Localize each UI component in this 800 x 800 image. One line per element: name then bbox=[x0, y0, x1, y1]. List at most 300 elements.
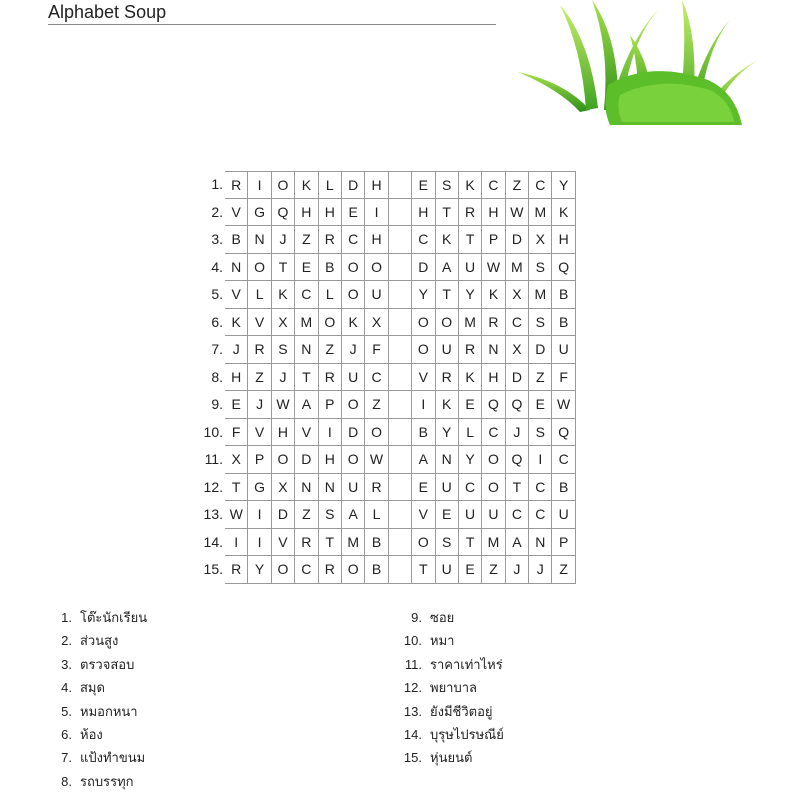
clue-item bbox=[398, 676, 504, 699]
grid-row bbox=[192, 254, 576, 282]
letter-cell[interactable]: K bbox=[295, 171, 318, 199]
clue-number: 9. bbox=[411, 610, 422, 625]
letter-cell[interactable]: T bbox=[436, 281, 459, 309]
letter-cell[interactable]: L bbox=[319, 171, 342, 199]
grid-row bbox=[192, 336, 576, 364]
letter-cell[interactable]: T bbox=[506, 474, 529, 502]
letter-cell[interactable] bbox=[389, 446, 412, 474]
letter-cell[interactable]: J bbox=[272, 226, 295, 254]
letter-cell[interactable]: H bbox=[319, 199, 342, 227]
clue-item bbox=[398, 606, 504, 629]
grid-row bbox=[192, 171, 576, 199]
letter-cell[interactable]: H bbox=[365, 226, 388, 254]
letter-cell[interactable]: W bbox=[506, 199, 529, 227]
letter-cell[interactable]: M bbox=[295, 309, 318, 337]
letter-cell[interactable]: S bbox=[529, 309, 552, 337]
letter-cell[interactable]: E bbox=[459, 391, 482, 419]
clue-number: 5. bbox=[61, 703, 72, 719]
letter-cell[interactable]: N bbox=[482, 336, 505, 364]
letter-cell[interactable]: A bbox=[412, 446, 435, 474]
letter-cell[interactable]: V bbox=[412, 501, 435, 529]
letter-cell[interactable]: C bbox=[552, 446, 575, 474]
letter-cell[interactable]: R bbox=[459, 336, 482, 364]
letter-cell[interactable]: D bbox=[295, 446, 318, 474]
letter-cell[interactable]: X bbox=[272, 474, 295, 502]
letter-cell[interactable]: O bbox=[319, 309, 342, 337]
letter-cell[interactable]: F bbox=[552, 364, 575, 392]
clue-item bbox=[48, 606, 147, 629]
letter-cell[interactable]: D bbox=[506, 226, 529, 254]
letter-cell[interactable]: N bbox=[248, 226, 271, 254]
letter-cell[interactable]: G bbox=[248, 474, 271, 502]
letter-cell[interactable]: J bbox=[529, 556, 552, 584]
letter-cell[interactable]: P bbox=[482, 226, 505, 254]
letter-cell[interactable]: I bbox=[248, 171, 271, 199]
letter-cell[interactable]: W bbox=[225, 501, 248, 529]
grid-row bbox=[192, 529, 576, 557]
letter-cell[interactable]: Y bbox=[412, 281, 435, 309]
letter-cell[interactable]: M bbox=[482, 529, 505, 557]
row-number: 7. bbox=[211, 341, 223, 357]
letter-cell[interactable]: A bbox=[295, 391, 318, 419]
letter-cell[interactable]: O bbox=[365, 254, 388, 282]
clue-item bbox=[48, 700, 147, 723]
letter-cell[interactable]: S bbox=[529, 419, 552, 447]
letter-cell[interactable]: D bbox=[506, 364, 529, 392]
letter-cell[interactable]: D bbox=[529, 336, 552, 364]
letter-cell[interactable]: U bbox=[552, 501, 575, 529]
letter-cell[interactable]: H bbox=[412, 199, 435, 227]
letter-cell[interactable]: V bbox=[225, 281, 248, 309]
letter-cell[interactable]: U bbox=[365, 281, 388, 309]
grass-icon bbox=[510, 0, 760, 130]
letter-cell[interactable]: J bbox=[225, 336, 248, 364]
letter-cell[interactable]: K bbox=[436, 391, 459, 419]
letter-cell[interactable]: K bbox=[482, 281, 505, 309]
row-number: 15. bbox=[203, 561, 223, 577]
letter-cell[interactable] bbox=[389, 391, 412, 419]
letter-cell[interactable]: O bbox=[436, 309, 459, 337]
letter-cell[interactable]: X bbox=[506, 336, 529, 364]
letter-cell[interactable]: Q bbox=[552, 419, 575, 447]
letter-cell[interactable]: L bbox=[365, 501, 388, 529]
clue-word: หุ่นยนต์ bbox=[430, 750, 473, 766]
clue-word: หมอกหนา bbox=[80, 703, 138, 719]
letter-cell[interactable]: U bbox=[459, 254, 482, 282]
letter-cell[interactable]: E bbox=[342, 199, 365, 227]
letter-cell[interactable]: E bbox=[412, 171, 435, 199]
grid-row bbox=[192, 226, 576, 254]
letter-cell[interactable]: H bbox=[295, 199, 318, 227]
letter-cell[interactable]: D bbox=[272, 501, 295, 529]
letter-cell[interactable]: R bbox=[248, 336, 271, 364]
row-number: 11. bbox=[204, 451, 223, 467]
grid-row bbox=[192, 474, 576, 502]
letter-cell[interactable]: K bbox=[272, 281, 295, 309]
letter-cell[interactable] bbox=[389, 529, 412, 557]
letter-cell[interactable]: K bbox=[436, 226, 459, 254]
row-number: 6. bbox=[211, 313, 223, 330]
letter-cell[interactable]: D bbox=[412, 254, 435, 282]
clue-word: ยังมีชีวิตอยู่ bbox=[430, 703, 493, 719]
letter-cell[interactable]: J bbox=[506, 556, 529, 584]
letter-cell[interactable]: U bbox=[436, 474, 459, 502]
letter-cell[interactable]: P bbox=[319, 391, 342, 419]
letter-cell[interactable]: H bbox=[319, 446, 342, 474]
letter-cell[interactable]: M bbox=[529, 199, 552, 227]
letter-cell[interactable] bbox=[389, 364, 412, 392]
letter-cell[interactable]: C bbox=[482, 171, 505, 199]
clue-word: สมุด bbox=[80, 680, 105, 696]
clue-word: ส่วนสูง bbox=[80, 633, 119, 649]
letter-cell[interactable]: C bbox=[506, 309, 529, 337]
letter-cell[interactable]: T bbox=[272, 254, 295, 282]
letter-cell[interactable]: Q bbox=[506, 446, 529, 474]
letter-cell[interactable]: Z bbox=[506, 171, 529, 199]
letter-cell[interactable]: L bbox=[248, 281, 271, 309]
page-title: Alphabet Soup bbox=[48, 0, 496, 25]
letter-cell[interactable]: R bbox=[365, 474, 388, 502]
letter-cell[interactable]: S bbox=[319, 501, 342, 529]
letter-cell[interactable]: S bbox=[529, 254, 552, 282]
letter-cell[interactable]: M bbox=[459, 309, 482, 337]
grid-row bbox=[192, 309, 576, 337]
clue-number: 13. bbox=[403, 703, 422, 719]
clue-item bbox=[398, 700, 504, 723]
letter-cell[interactable]: A bbox=[342, 501, 365, 529]
letter-cell[interactable] bbox=[389, 199, 412, 227]
letter-cell[interactable]: Z bbox=[295, 501, 318, 529]
row-number: 14. bbox=[203, 533, 223, 550]
letter-cell[interactable]: N bbox=[295, 474, 318, 502]
letter-cell[interactable]: I bbox=[248, 529, 271, 557]
letter-cell[interactable]: O bbox=[365, 419, 388, 447]
letter-cell[interactable]: Z bbox=[365, 391, 388, 419]
letter-cell[interactable]: T bbox=[295, 364, 318, 392]
letter-cell[interactable]: B bbox=[225, 226, 248, 254]
letter-cell[interactable]: O bbox=[342, 391, 365, 419]
letter-cell[interactable]: L bbox=[459, 419, 482, 447]
row-number: 13. bbox=[203, 506, 223, 522]
letter-cell[interactable]: C bbox=[529, 474, 552, 502]
letter-cell[interactable]: J bbox=[272, 364, 295, 392]
grid-row bbox=[192, 281, 576, 309]
letter-cell[interactable]: H bbox=[365, 171, 388, 199]
letter-cell[interactable]: R bbox=[482, 309, 505, 337]
letter-cell[interactable]: O bbox=[412, 529, 435, 557]
clue-word: โต๊ะนักเรียน bbox=[80, 610, 148, 625]
letter-cell[interactable]: U bbox=[436, 556, 459, 584]
clue-word: พยาบาล bbox=[430, 680, 478, 696]
row-number: 8. bbox=[211, 368, 223, 385]
letter-cell[interactable]: W bbox=[365, 446, 388, 474]
letter-cell[interactable]: C bbox=[295, 556, 318, 584]
letter-cell[interactable]: B bbox=[412, 419, 435, 447]
letter-cell[interactable]: O bbox=[342, 446, 365, 474]
clue-word: รถบรรทุก bbox=[80, 773, 134, 789]
letter-cell[interactable]: V bbox=[295, 419, 318, 447]
letter-cell[interactable]: O bbox=[272, 556, 295, 584]
letter-cell[interactable]: V bbox=[272, 529, 295, 557]
letter-cell[interactable]: Y bbox=[459, 446, 482, 474]
letter-cell[interactable]: B bbox=[365, 556, 388, 584]
letter-cell[interactable]: B bbox=[552, 474, 575, 502]
letter-cell[interactable]: R bbox=[459, 199, 482, 227]
letter-cell[interactable] bbox=[389, 254, 412, 282]
letter-cell[interactable]: H bbox=[482, 364, 505, 392]
letter-cell[interactable]: C bbox=[482, 419, 505, 447]
letter-cell[interactable]: R bbox=[319, 226, 342, 254]
letter-cell[interactable]: H bbox=[552, 226, 575, 254]
clue-item bbox=[48, 653, 147, 676]
row-number: 5. bbox=[211, 286, 223, 302]
letter-cell[interactable]: G bbox=[248, 199, 271, 227]
letter-cell[interactable]: Z bbox=[529, 364, 552, 392]
letter-cell[interactable]: Z bbox=[319, 336, 342, 364]
letter-cell[interactable] bbox=[389, 171, 412, 199]
letter-cell[interactable]: M bbox=[529, 281, 552, 309]
letter-cell[interactable]: L bbox=[319, 281, 342, 309]
row-number: 1. bbox=[211, 176, 223, 192]
clue-number: 2. bbox=[61, 633, 72, 649]
clue-number: 14. bbox=[403, 726, 422, 742]
letter-cell[interactable]: R bbox=[225, 171, 248, 199]
clue-item bbox=[48, 629, 147, 652]
letter-cell[interactable]: Z bbox=[295, 226, 318, 254]
clue-item bbox=[48, 676, 147, 699]
clue-number: 10. bbox=[403, 633, 422, 649]
letter-cell[interactable]: O bbox=[342, 254, 365, 282]
letter-cell[interactable]: P bbox=[248, 446, 271, 474]
row-number: 4. bbox=[211, 258, 223, 275]
letter-cell[interactable]: R bbox=[225, 556, 248, 584]
letter-cell[interactable]: T bbox=[436, 199, 459, 227]
letter-cell[interactable]: B bbox=[552, 309, 575, 337]
letter-cell[interactable]: K bbox=[552, 199, 575, 227]
letter-cell[interactable]: C bbox=[506, 501, 529, 529]
letter-cell[interactable]: N bbox=[295, 336, 318, 364]
letter-cell[interactable]: U bbox=[482, 501, 505, 529]
row-number: 2. bbox=[211, 203, 223, 220]
grid-row bbox=[192, 556, 576, 584]
letter-cell[interactable]: X bbox=[506, 281, 529, 309]
letter-cell[interactable] bbox=[389, 309, 412, 337]
letter-cell[interactable]: M bbox=[342, 529, 365, 557]
letter-cell[interactable]: C bbox=[412, 226, 435, 254]
letter-cell[interactable]: U bbox=[552, 336, 575, 364]
clue-word: ห้อง bbox=[80, 726, 103, 742]
letter-cell[interactable]: T bbox=[459, 226, 482, 254]
letter-cell[interactable]: I bbox=[365, 199, 388, 227]
clue-word: แป้งทำขนม bbox=[80, 750, 146, 766]
clue-word: ราคาเท่าไหร่ bbox=[430, 656, 503, 672]
letter-cell[interactable]: J bbox=[506, 419, 529, 447]
clue-number: 6. bbox=[61, 726, 72, 742]
letter-cell[interactable]: E bbox=[459, 556, 482, 584]
letter-cell[interactable]: A bbox=[436, 254, 459, 282]
letter-cell[interactable] bbox=[389, 336, 412, 364]
letter-cell[interactable]: B bbox=[365, 529, 388, 557]
letter-cell[interactable]: I bbox=[225, 529, 248, 557]
letter-cell[interactable]: D bbox=[342, 171, 365, 199]
letter-cell[interactable]: D bbox=[342, 419, 365, 447]
clue-item bbox=[398, 653, 504, 676]
grid-row bbox=[192, 199, 576, 227]
letter-cell[interactable]: C bbox=[365, 364, 388, 392]
letter-cell[interactable]: X bbox=[365, 309, 388, 337]
letter-cell[interactable]: V bbox=[248, 309, 271, 337]
letter-cell[interactable]: Y bbox=[552, 171, 575, 199]
letter-cell[interactable]: H bbox=[482, 199, 505, 227]
letter-cell[interactable] bbox=[389, 474, 412, 502]
letter-cell[interactable]: O bbox=[482, 474, 505, 502]
letter-cell[interactable]: N bbox=[436, 446, 459, 474]
letter-cell[interactable]: Z bbox=[482, 556, 505, 584]
letter-cell[interactable]: B bbox=[319, 254, 342, 282]
clue-word: ซอย bbox=[430, 610, 455, 625]
letter-cell[interactable]: H bbox=[272, 419, 295, 447]
clue-number: 12. bbox=[403, 680, 422, 696]
letter-cell[interactable]: X bbox=[225, 446, 248, 474]
grid-row bbox=[192, 391, 576, 419]
letter-cell[interactable]: E bbox=[412, 474, 435, 502]
row-number: 10. bbox=[203, 423, 223, 440]
letter-cell[interactable]: C bbox=[529, 501, 552, 529]
letter-cell[interactable]: S bbox=[436, 171, 459, 199]
letter-cell[interactable]: K bbox=[459, 171, 482, 199]
letter-cell[interactable]: R bbox=[436, 364, 459, 392]
letter-cell[interactable]: E bbox=[225, 391, 248, 419]
clue-word: บุรุษไปรษณีย์ bbox=[430, 726, 504, 742]
letter-cell[interactable]: U bbox=[459, 501, 482, 529]
clue-item bbox=[48, 746, 147, 769]
letter-cell[interactable]: I bbox=[319, 419, 342, 447]
letter-cell[interactable]: O bbox=[342, 556, 365, 584]
letter-cell[interactable] bbox=[389, 501, 412, 529]
clue-number: 1. bbox=[61, 610, 72, 625]
letter-cell[interactable]: O bbox=[272, 171, 295, 199]
letter-cell[interactable]: I bbox=[412, 391, 435, 419]
letter-cell[interactable]: F bbox=[365, 336, 388, 364]
letter-cell[interactable]: T bbox=[225, 474, 248, 502]
letter-cell[interactable]: M bbox=[506, 254, 529, 282]
clue-word: หมา bbox=[430, 633, 455, 649]
letter-cell[interactable]: Z bbox=[248, 364, 271, 392]
letter-cell[interactable]: O bbox=[412, 336, 435, 364]
letter-cell[interactable]: P bbox=[552, 529, 575, 557]
letter-cell[interactable]: Q bbox=[272, 199, 295, 227]
letter-cell[interactable]: R bbox=[319, 364, 342, 392]
letter-cell[interactable]: N bbox=[225, 254, 248, 282]
row-number: 9. bbox=[211, 396, 223, 412]
letter-cell[interactable] bbox=[389, 226, 412, 254]
letter-cell[interactable]: K bbox=[225, 309, 248, 337]
letter-cell[interactable]: Y bbox=[248, 556, 271, 584]
letter-cell[interactable]: V bbox=[412, 364, 435, 392]
clue-item bbox=[398, 723, 504, 746]
letter-cell[interactable]: A bbox=[506, 529, 529, 557]
letter-cell[interactable]: J bbox=[248, 391, 271, 419]
letter-cell[interactable]: Y bbox=[459, 281, 482, 309]
clue-item bbox=[48, 723, 147, 746]
letter-cell[interactable]: W bbox=[272, 391, 295, 419]
letter-cell[interactable]: N bbox=[529, 529, 552, 557]
letter-cell[interactable] bbox=[389, 556, 412, 584]
letter-cell[interactable]: N bbox=[319, 474, 342, 502]
letter-cell[interactable]: U bbox=[342, 474, 365, 502]
word-search-grid bbox=[192, 171, 576, 584]
clue-number: 15. bbox=[403, 750, 422, 766]
letter-cell[interactable]: Q bbox=[482, 391, 505, 419]
letter-cell[interactable]: U bbox=[342, 364, 365, 392]
letter-cell[interactable]: X bbox=[272, 309, 295, 337]
letter-cell[interactable]: K bbox=[459, 364, 482, 392]
clue-number: 4. bbox=[61, 680, 72, 696]
letter-cell[interactable]: C bbox=[459, 474, 482, 502]
letter-cell[interactable]: U bbox=[436, 336, 459, 364]
letter-cell[interactable]: O bbox=[412, 309, 435, 337]
letter-cell[interactable]: Q bbox=[506, 391, 529, 419]
letter-cell[interactable]: V bbox=[225, 199, 248, 227]
letter-cell[interactable]: E bbox=[529, 391, 552, 419]
clue-item bbox=[398, 746, 504, 769]
letter-cell[interactable]: T bbox=[412, 556, 435, 584]
letter-cell[interactable]: Y bbox=[436, 419, 459, 447]
letter-cell[interactable] bbox=[389, 281, 412, 309]
letter-cell[interactable]: J bbox=[342, 336, 365, 364]
letter-cell[interactable]: E bbox=[436, 501, 459, 529]
letter-cell[interactable]: T bbox=[319, 529, 342, 557]
letter-cell[interactable]: X bbox=[529, 226, 552, 254]
letter-cell[interactable]: K bbox=[342, 309, 365, 337]
letter-cell[interactable]: I bbox=[529, 446, 552, 474]
letter-cell[interactable]: W bbox=[552, 391, 575, 419]
letter-cell[interactable]: C bbox=[295, 281, 318, 309]
clue-word: ตรวจสอบ bbox=[80, 656, 135, 672]
letter-cell[interactable]: O bbox=[482, 446, 505, 474]
letter-cell[interactable]: B bbox=[552, 281, 575, 309]
letter-cell[interactable]: W bbox=[482, 254, 505, 282]
letter-cell[interactable]: E bbox=[295, 254, 318, 282]
letter-cell[interactable]: V bbox=[248, 419, 271, 447]
letter-cell[interactable]: S bbox=[436, 529, 459, 557]
letter-cell[interactable]: O bbox=[342, 281, 365, 309]
letter-cell[interactable]: C bbox=[342, 226, 365, 254]
clue-item bbox=[398, 629, 504, 652]
clue-list-right bbox=[398, 606, 504, 770]
grid-row bbox=[192, 419, 576, 447]
grid-row bbox=[192, 446, 576, 474]
letter-cell[interactable]: R bbox=[295, 529, 318, 557]
letter-cell[interactable]: H bbox=[225, 364, 248, 392]
letter-cell[interactable] bbox=[389, 419, 412, 447]
letter-cell[interactable]: O bbox=[272, 446, 295, 474]
clue-item bbox=[48, 770, 147, 793]
clue-list-left bbox=[48, 606, 147, 793]
letter-cell[interactable]: I bbox=[248, 501, 271, 529]
letter-cell[interactable]: O bbox=[248, 254, 271, 282]
row-number: 12. bbox=[203, 478, 223, 495]
clue-number: 8. bbox=[61, 773, 72, 789]
letter-cell[interactable]: R bbox=[319, 556, 342, 584]
letter-cell[interactable]: C bbox=[529, 171, 552, 199]
letter-cell[interactable]: Q bbox=[552, 254, 575, 282]
letter-cell[interactable]: Z bbox=[552, 556, 575, 584]
letter-cell[interactable]: T bbox=[459, 529, 482, 557]
letter-cell[interactable]: S bbox=[272, 336, 295, 364]
grid-row bbox=[192, 501, 576, 529]
letter-cell[interactable]: F bbox=[225, 419, 248, 447]
